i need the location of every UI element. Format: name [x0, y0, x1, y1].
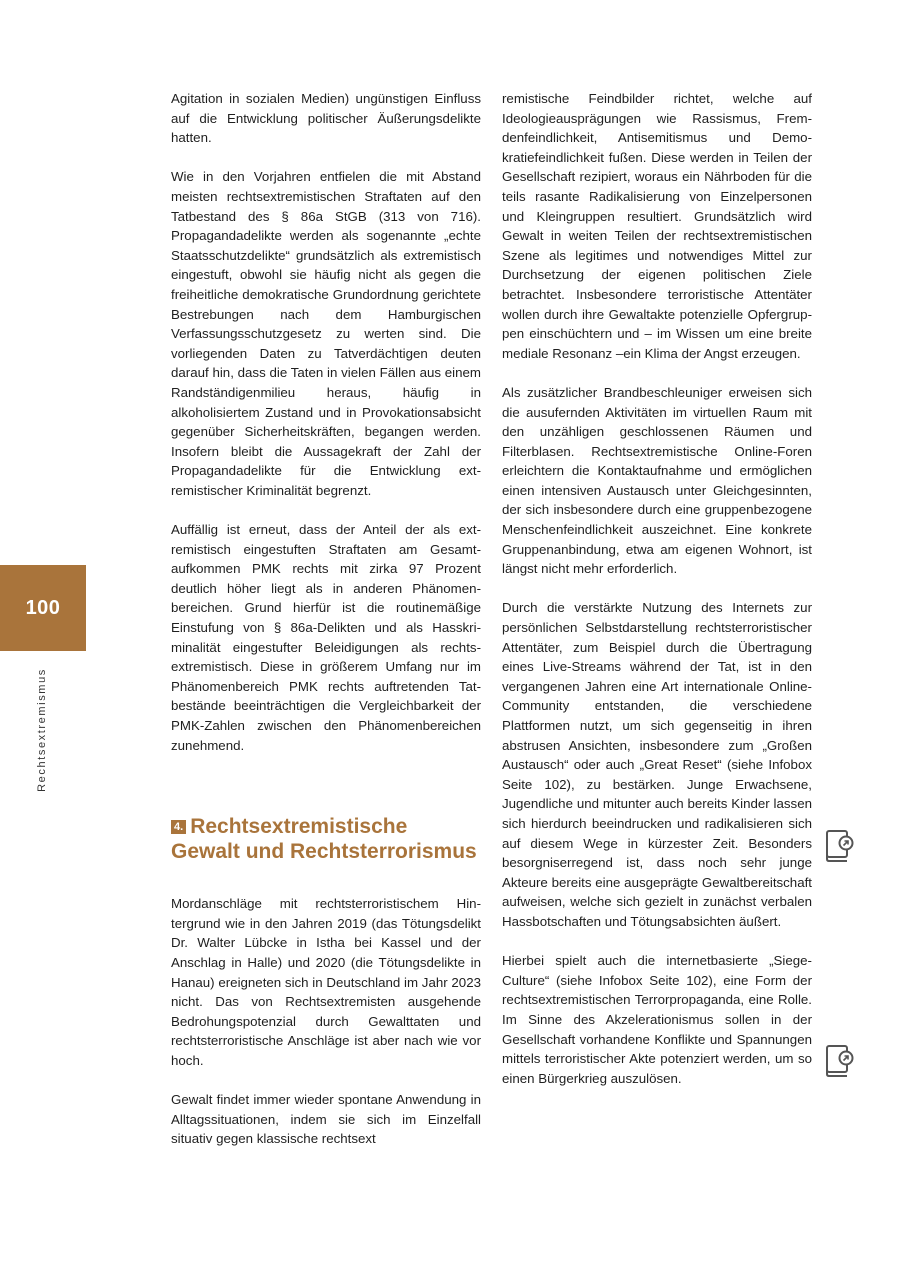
book-reference-icon[interactable]: [824, 1044, 856, 1078]
paragraph: Durch die verstärkte Nutzung des Internets zur persönlichen Selbstdarstellung rechtsterroristischer Attentäter, zum Beispiel durch die Übertragung eines Live-Streams während der Tat, ist in den vergangenen Jahren eine Art internationale Online-Community entstanden, die verschiedene Plattformen nutzt, um sich gegenseitig in ihren abstrusen Ansichten, insbesondere zum „Großen Austausch“ oder auch „Great Reset“ (siehe Infobox Seite 102), zu bestärken. Junge Erwachsene, Jugendliche und mitunter auch bereits Kinder lassen sich hierdurch beeindrucken und radikalisieren sich auf diesem Wege in kürzester Zeit. Besonders besorgniserregend ist, dass noch sehr junge Akteure bereits eine ausgeprägte Gewaltbereitschaft aufweisen, welche sich gezielt in zunächst verbalen Hassbotschaften und Tötungsabsichten äußert.: [502, 600, 812, 929]
right-text-column: [502, 89, 812, 1088]
paragraph: Mordanschläge mit rechtsterroristischem Hintergrund wie in den Jahren 2019 (das Tötungsdelikt Dr. Walter Lübcke in Istha bei Kassel und der Anschlag in Halle) und 2020 (die Tötungsdelikte in Hanau) ereigneten sich in Deutschland im Jahr 2023 nicht. Das von Rechtsextremisten ausgehende Bedrohungspotenzial durch Gewalttaten und rechtsterroristische Anschläge ist aber nach wie vor hoch.: [171, 896, 481, 1068]
section-side-label: Rechtsextremismus: [36, 668, 48, 792]
section-title: Rechtsextremistische Gewalt und Rechtsterrorismus: [171, 815, 477, 863]
page-number-tab: [0, 565, 86, 651]
paragraph: remistische Feindbilder richtet, welche auf Ideologieausprägungen wie Rassismus, Fremdenfeindlichkeit, Antisemitismus und Demokratiefeindlichkeit fußen. Diese werden in Teilen der Gesellschaft rezipiert, woraus ein Nährboden für die teils rasante Radikalisierung von Einzelpersonen und Kleingruppen resultiert. Grundsätzlich wird Gewalt in weiten Teilen der rechtsextremistischen Szene als legitimes und notwendiges Mittel zur Durchsetzung der eigenen politischen Ziele betrachtet. Insbesondere terroristische Attentäter wollen durch ihre Gewaltakte potenzielle Opfergruppen einschüchtern und – im Wissen um eine breite mediale Resonanz –ein Klima der Angst erzeugen.: [502, 91, 812, 361]
paragraph: Wie in den Vorjahren entfielen die mit Abstand meisten rechtsextremistischen Straftaten auf den Tatbestand des § 86a StGB (313 von 716). Propagandadelikte werden als sogenannte „echte Staatsschutzdelikte“ grundsätzlich als extremistisch eingestuft, obwohl sie häufig nicht als gegen die freiheitliche demokratische Grundordnung gerichtete Bestrebungen nach dem Hamburgischen Verfassungsschutzgesetz zu werten sind. Die vorliegenden Daten zu Tatverdächtigen deuten darauf hin, dass die Taten in vielen Fällen aus einem Randständigenmilieu heraus, häufig in alkoholisiertem Zustand und in Provokationsabsicht gegenüber Sicherheitskräften, begangen werden. Insofern bleibt die Aussagekraft der Zahl der Propagandadelikte für die Entwicklung extremistischer Kriminalität begrenzt.: [171, 169, 481, 498]
paragraph: Auffällig ist erneut, dass der Anteil der als extremistisch eingestuften Straftaten am Gesamtaufkommen PMK rechts mit zirka 97 Prozent deutlich höher liegt als in anderen Phänomenbereichen. Grund hierfür ist die routinemäßige Einstufung von § 86a-Delikten und als Hasskriminalität eingestufter Beleidigungen als rechtsextremistisch. Diese in größerem Umfang nur im Phänomenbereich PMK rechts auftretenden Tatbestände beeinträchtigen die Vergleichbarkeit der PMK-Zahlen zwischen den Phänomenbereichen zunehmend.: [171, 522, 481, 753]
paragraph: Gewalt findet immer wieder spontane Anwendung in Alltagssituationen, indem sie sich im Einzelfall situativ gegen klassische rechtsext: [171, 1092, 481, 1147]
section-number-badge: 4.: [171, 820, 186, 834]
paragraph: Hierbei spielt auch die internetbasierte „Siege-Culture“ (siehe Infobox Seite 102), eine Form der rechtsextremistischen Terrorpropaganda, eine Rolle. Im Sinne des Akzelerationismus sollen in der Gesellschaft vorhandene Konflikte und Spannungen mittels terroristischer Akte potenziert werden, um so einen Bürgerkrieg auszulösen.: [502, 953, 812, 1086]
section-heading: [171, 815, 481, 864]
paragraph: Als zusätzlicher Brandbeschleuniger erweisen sich die ausufernden Aktivitäten im virtuellen Raum mit den unzähligen geschlossenen Räumen und Filterblasen. Rechtsextremistische Online-Foren erleichtern die Kontaktaufnahme und ermöglichen einen intensiven Austausch unter Gleichgesinnten, der sich insbesondere durch eine gruppenbezogene Menschenfeindlichkeit auszeichnet. Eine konkrete Gruppenanbindung, etwa am eigenen Wohnort, ist längst nicht mehr erforderlich.: [502, 384, 812, 577]
left-text-column: [171, 89, 481, 1149]
page-number: 100: [25, 596, 61, 619]
book-reference-icon[interactable]: [824, 829, 856, 863]
paragraph: Agitation in sozialen Medien) ungünstigen Einfluss auf die Entwicklung politischer Äußerungsdelikte hatten.: [171, 91, 481, 146]
